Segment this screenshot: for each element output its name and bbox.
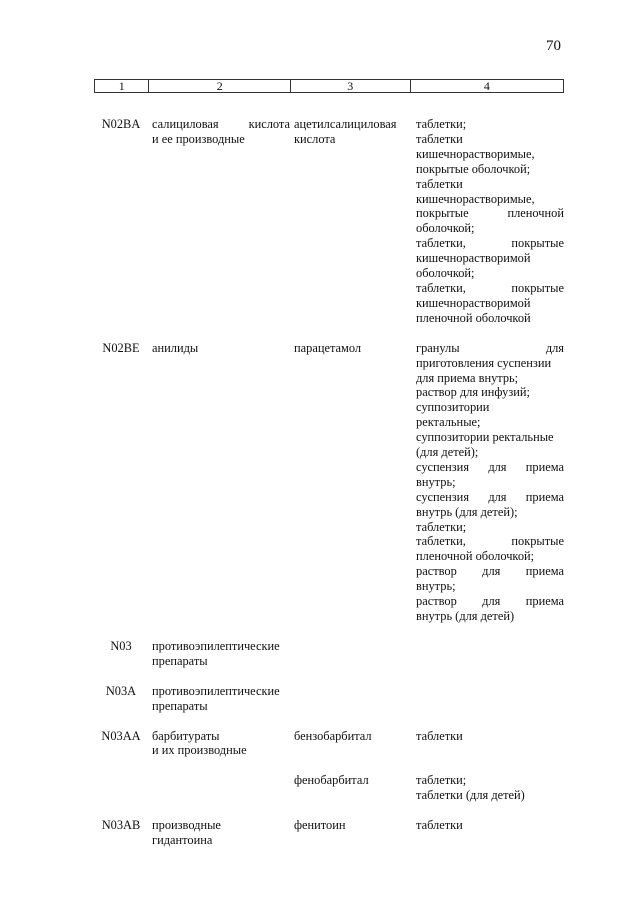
dosage-form: кишечнорастворимой bbox=[416, 295, 531, 310]
dosage-form: внутрь; bbox=[416, 474, 456, 489]
substance-name-cell bbox=[290, 684, 410, 714]
group-name: анилиды bbox=[152, 340, 199, 355]
dosage-form-word: для bbox=[482, 564, 501, 579]
dosage-form: таблетки bbox=[416, 131, 463, 146]
group-name-cell bbox=[148, 639, 290, 669]
dosage-form: ректальные; bbox=[416, 415, 481, 430]
group-name bbox=[152, 117, 290, 132]
dosage-form-cell bbox=[410, 341, 564, 624]
table-row bbox=[94, 117, 564, 326]
substance-name: кислота bbox=[294, 131, 336, 146]
substance-name: фенобарбитал bbox=[294, 773, 369, 788]
dosage-form-cell bbox=[410, 639, 564, 669]
dosage-form-word: для bbox=[545, 340, 564, 355]
atc-code bbox=[94, 773, 148, 803]
dosage-form: таблетки bbox=[416, 818, 463, 833]
table-row bbox=[94, 341, 564, 624]
dosage-form-word: гранулы bbox=[416, 340, 460, 355]
column-header-4: 4 bbox=[410, 80, 563, 93]
dosage-form-word: суспензия bbox=[416, 489, 470, 504]
atc-code: N03AA bbox=[101, 728, 141, 743]
dosage-form-word: покрытые bbox=[511, 236, 564, 251]
dosage-form: внутрь (для детей); bbox=[416, 504, 518, 519]
dosage-form: покрытые оболочкой; bbox=[416, 161, 531, 176]
dosage-form: внутрь (для детей) bbox=[416, 609, 515, 623]
group-name-word: салициловая bbox=[152, 117, 219, 131]
substance-name-cell bbox=[290, 341, 410, 624]
group-name-cell bbox=[148, 117, 290, 326]
page-number: 70 bbox=[546, 38, 561, 54]
table-row bbox=[94, 729, 564, 759]
dosage-form-cell bbox=[410, 818, 564, 848]
dosage-form bbox=[416, 206, 564, 221]
substance-name: парацетамол bbox=[294, 340, 362, 355]
column-header-2: 2 bbox=[149, 80, 290, 93]
group-name: производные bbox=[152, 818, 221, 833]
dosage-form-cell bbox=[410, 773, 564, 803]
dosage-form-cell bbox=[410, 729, 564, 759]
group-name-cell bbox=[148, 684, 290, 714]
dosage-form: пленочной оболочкой; bbox=[416, 549, 535, 564]
dosage-form: пленочной оболочкой bbox=[416, 310, 531, 325]
substance-name-cell bbox=[290, 818, 410, 848]
column-header-row bbox=[95, 80, 564, 93]
dosage-form: кишечнорастворимой bbox=[416, 251, 531, 266]
group-name-cell bbox=[148, 818, 290, 848]
dosage-form-word: таблетки, bbox=[416, 280, 466, 295]
dosage-form: оболочкой; bbox=[416, 266, 475, 281]
substance-name: ацетилсалициловая bbox=[294, 117, 397, 131]
dosage-form: приготовления суспензии bbox=[416, 355, 552, 370]
dosage-form-word: для bbox=[482, 594, 501, 609]
table-row bbox=[94, 773, 564, 803]
dosage-form: раствор для инфузий; bbox=[416, 385, 530, 400]
group-name-cell bbox=[148, 341, 290, 624]
dosage-form-word: таблетки, bbox=[416, 534, 466, 549]
dosage-form-word: приема bbox=[525, 564, 564, 579]
dosage-form: оболочкой; bbox=[416, 221, 475, 236]
dosage-form: (для детей); bbox=[416, 445, 479, 460]
dosage-form-word: приема bbox=[525, 459, 564, 474]
dosage-form bbox=[416, 460, 564, 475]
dosage-form bbox=[416, 534, 564, 549]
dosage-form: таблетки bbox=[416, 176, 463, 191]
group-name: и ее производные bbox=[152, 131, 245, 146]
substance-name-cell bbox=[290, 729, 410, 759]
dosage-form-word: пленочной bbox=[507, 206, 564, 221]
dosage-form: таблетки; bbox=[416, 773, 467, 788]
group-name: препараты bbox=[152, 698, 208, 713]
group-name-word: кислота bbox=[248, 117, 290, 131]
dosage-form-word: приема bbox=[525, 594, 564, 609]
dosage-form bbox=[416, 564, 564, 579]
dosage-form bbox=[416, 490, 564, 505]
atc-code: N03A bbox=[105, 683, 137, 698]
dosage-form-word: раствор bbox=[416, 564, 457, 579]
dosage-form: внутрь; bbox=[416, 579, 456, 594]
group-name-cell bbox=[148, 729, 290, 759]
atc-code: N03 bbox=[110, 638, 132, 653]
dosage-form bbox=[416, 236, 564, 251]
table-row bbox=[94, 639, 564, 669]
dosage-form-word: покрытые bbox=[416, 206, 469, 221]
group-name: противоэпилептические bbox=[152, 683, 280, 698]
table-row bbox=[94, 818, 564, 848]
atc-code: N02BA bbox=[101, 117, 141, 131]
dosage-form: таблетки; bbox=[416, 117, 467, 131]
substance-name-cell bbox=[290, 639, 410, 669]
dosage-form-word: для bbox=[488, 489, 507, 504]
dosage-form: кишечнорастворимые, bbox=[416, 191, 535, 206]
dosage-form-word: суспензия bbox=[416, 459, 470, 474]
dosage-form: таблетки; bbox=[416, 519, 467, 534]
dosage-form: таблетки bbox=[416, 728, 463, 743]
dosage-form: кишечнорастворимые, bbox=[416, 146, 535, 161]
atc-code: N02BE bbox=[102, 340, 140, 355]
substance-name: фенитоин bbox=[294, 818, 346, 833]
group-name: препараты bbox=[152, 653, 208, 668]
dosage-form bbox=[416, 341, 564, 356]
dosage-form-word: приема bbox=[525, 489, 564, 504]
dosage-form-word: покрытые bbox=[511, 534, 564, 549]
column-header-1: 1 bbox=[95, 80, 149, 93]
dosage-form bbox=[416, 594, 564, 609]
substance-name: бензобарбитал bbox=[294, 728, 372, 743]
dosage-form: таблетки (для детей) bbox=[416, 788, 525, 803]
group-name-cell bbox=[148, 773, 290, 803]
table-row bbox=[94, 684, 564, 714]
dosage-form-cell bbox=[410, 117, 564, 326]
dosage-form: суппозитории bbox=[416, 400, 490, 415]
dosage-form bbox=[416, 281, 564, 296]
dosage-form-word: для bbox=[488, 459, 507, 474]
dosage-form-word: покрытые bbox=[511, 280, 564, 295]
group-name: гидантоина bbox=[152, 833, 213, 848]
atc-code: N03AB bbox=[101, 818, 141, 833]
group-name: и их производные bbox=[152, 743, 247, 758]
group-name: противоэпилептические bbox=[152, 638, 280, 653]
column-header-table bbox=[94, 79, 564, 93]
drug-list bbox=[94, 117, 564, 848]
dosage-form-cell bbox=[410, 684, 564, 714]
substance-name-cell bbox=[290, 773, 410, 803]
substance-name-cell bbox=[290, 117, 410, 326]
group-name: барбитураты bbox=[152, 728, 220, 743]
column-header-3: 3 bbox=[290, 80, 410, 93]
dosage-form-word: раствор bbox=[416, 594, 457, 609]
dosage-form: суппозитории ректальные bbox=[416, 430, 554, 445]
dosage-form: для приема внутрь; bbox=[416, 370, 519, 385]
dosage-form-word: таблетки, bbox=[416, 236, 466, 251]
